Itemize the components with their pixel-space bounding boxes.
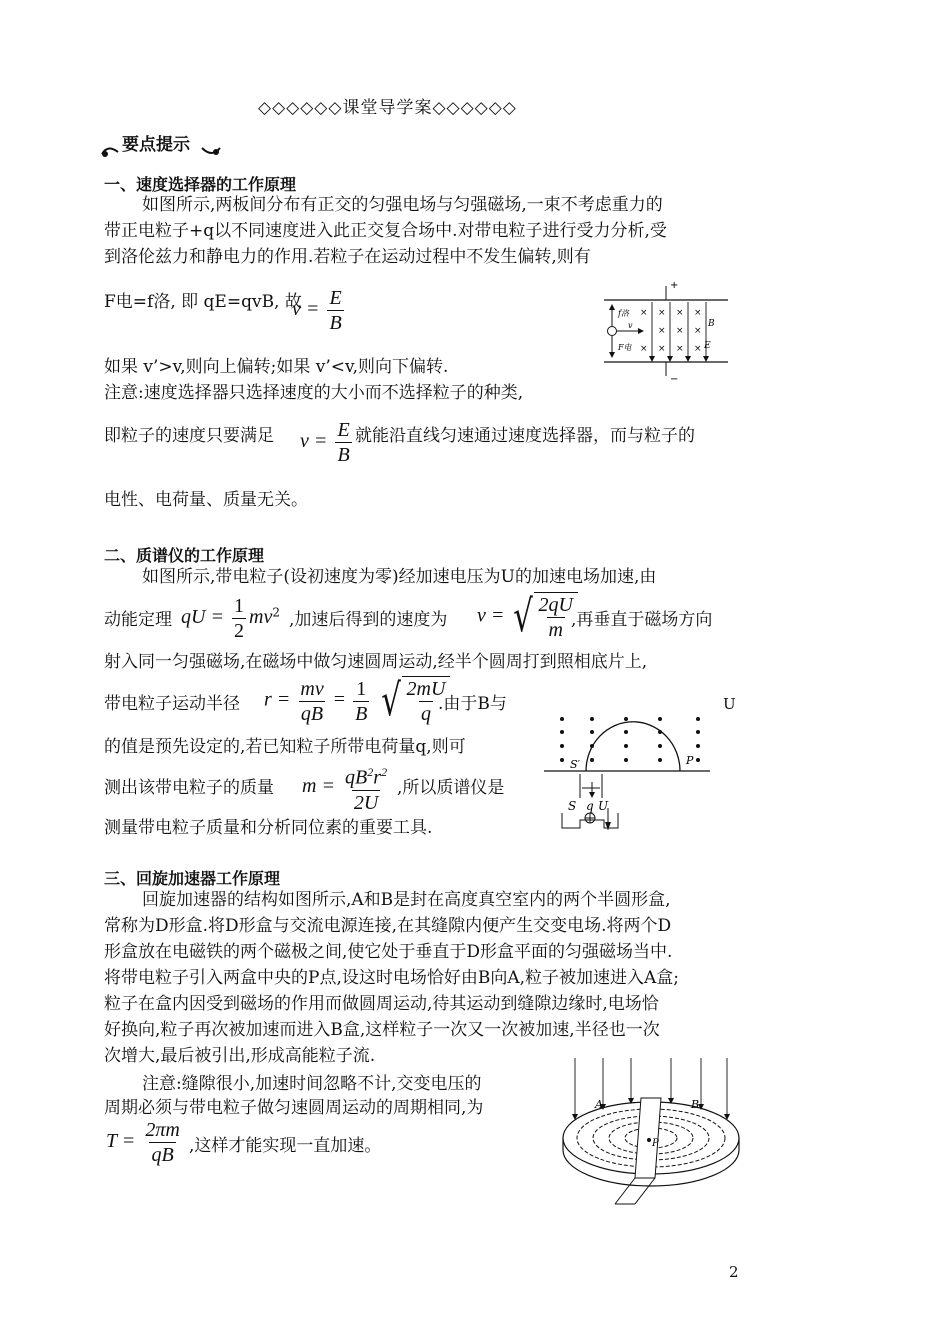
section3-line5: 粒子在盒内因受到磁场的作用而做圆周运动,待其运动到缝隙边缘时,电场恰 [104,994,659,1014]
section2-line6b: ,所以质谱仪是 [397,778,505,798]
section2-line1: 如图所示,带电粒子(设初速度为零)经加速电压为U的加速电场加速,由 [142,567,657,587]
frac-num-2qU: 2qU [538,594,573,616]
section1-para-line1: 如图所示,两板间分布有正交的匀强电场与匀强磁场,一束不考虑重力的 [142,195,663,215]
section1-heading: 一、速度选择器的工作原理 [104,175,297,194]
svg-text:×: × [676,326,684,336]
formula-v2: v = [477,604,505,627]
tips-label-wrap [100,128,230,158]
diagram3-P: P [652,1138,659,1149]
diagram2-P: P [686,754,694,767]
num-sup-b: 2 [381,765,388,779]
svg-text:×: × [658,326,666,336]
svg-text:×: × [694,344,702,354]
formula-fraction-2pim-qB [143,1118,181,1167]
section1-cond-a: 即粒子的速度只要满足 [104,426,274,446]
section2-heading: 二、质谱仪的工作原理 [104,546,265,565]
diagram1-f-dian: F电 [618,343,632,352]
section1-cond-b: 就能沿直线匀速通过速度选择器，而与粒子的 [355,426,695,446]
section3-line2: 常称为D形盒.将D形盒与交流电源连接,在其缝隙内便产生交变电场.将两个D [104,916,672,936]
svg-text:×: × [694,326,702,336]
section2-line2c: ,再垂直于磁场方向 [571,610,713,630]
frac-den-qB: qB [300,702,324,725]
formula-velocity-sqrt [477,592,578,642]
frac-num-2mU: 2mU [406,678,446,700]
frac-den-q: q [420,703,431,725]
frac-den-B-2: B [337,444,350,466]
diagram2-U: U [598,799,609,813]
formula-fraction-mv-qB [298,677,325,726]
tips-label: 要点提示 [122,135,190,155]
diagram1-plus: + [670,280,679,291]
svg-text:×: × [694,308,702,318]
sqrt-symbol-icon-2: √ [381,675,402,726]
mass-spectrometer-diagram [542,710,712,835]
formula-sqrt [509,592,578,642]
svg-text:×: × [658,308,666,318]
section3-note3: ,这样才能实现一直加速。 [189,1136,382,1156]
section2-line7: 测量带电粒子质量和分析同位素的重要工具. [104,818,433,838]
formula-m: m = [302,774,335,797]
svg-text:×: × [640,344,648,354]
formula-qU: qU = [181,606,224,628]
section3-heading: 三、回旋加速器工作原理 [104,869,281,888]
frac-num-E: E [329,287,342,309]
formula-fraction-qB2r2-2U [343,760,389,815]
frac-den-B: B [329,312,342,334]
section2-stray-U: U [723,695,736,713]
diagram1-f-luo: f洛 [618,309,629,318]
section1-force-eq [104,290,302,314]
frac-den-B-3: B [355,702,368,725]
diagram1-v: v [628,321,633,330]
num-sup-a: 2 [367,765,374,779]
section2-line6a: 测出该带电粒子的质量 [104,778,274,798]
formula-equals: = [333,688,346,711]
formula-v-label: v = [292,298,320,320]
frac-num-mv: mv [300,677,324,700]
formula-v-eq-2 [300,418,355,467]
formula-period [106,1118,185,1167]
frac-den-m: m [548,619,563,641]
cyclotron-diagram [555,1058,745,1208]
section1-para-line3: 到洛伦兹力和静电力的作用.若粒子在运动过程中不发生偏转,则有 [104,247,591,267]
svg-text:×: × [676,344,684,354]
diagram1-B: B [708,319,715,329]
page-header-title: ◇◇◇◇◇◇课堂导学案◇◇◇◇◇◇ [258,98,517,118]
svg-text:×: × [640,308,648,318]
page-number: 2 [729,1263,739,1281]
formula-fraction-2qU-m [537,593,575,642]
frac-den-2: 2 [234,620,245,642]
num-qB: qB [345,766,368,789]
svg-text:×: × [658,344,666,354]
section1-note: 注意:速度选择器只选择速度的大小而不选择粒子的种类, [104,383,524,403]
section3-line6: 好换向,粒子再次被加速而进入B盒,这样粒子一次又一次被加速,半径也一次 [104,1020,660,1040]
formula-v-label-2: v = [300,430,328,452]
section3-note1: 注意:缝隙很小,加速时间忽略不计,交变电压的 [142,1074,482,1094]
formula-radius [264,676,450,726]
formula-mv: mv [249,606,273,628]
section1-tail: 电性、电荷量、质量无关。 [104,490,308,510]
force-eq-text: F电=f洛, 即 qE=qvB, 故 [104,292,302,312]
formula-sup-2: 2 [272,605,281,620]
frac-num-2pim: 2πm [145,1119,180,1141]
diagram3-A: A [595,1098,603,1111]
formula-kinetic-energy [181,594,280,643]
section2-line3: 射入同一匀强磁场,在磁场中做匀速圆周运动,经半个圆周打到照相底片上, [104,652,648,672]
num-r: r [373,766,382,789]
formula-fraction-E-B [327,286,343,335]
section3-line7: 次增大,最后被引出,形成高能粒子流. [104,1046,376,1066]
sqrt-symbol-icon: √ [513,591,534,642]
frac-num-E-2: E [337,419,350,441]
frac-den-qB-2: qB [151,1144,174,1166]
section3-line4: 将带电粒子引入两盒中央的P点,设这时电场恰好由B向A,粒子被加速进入A盒; [104,968,680,988]
frac-num-one: 1 [356,677,367,700]
formula-fraction-half [232,594,246,643]
formula-fraction-1-B [353,677,369,726]
section2-line2a: 动能定理 [104,610,172,630]
diagram2-S-prime: S′ [570,758,581,771]
formula-fraction-E-B-2 [335,418,351,467]
diagram1-minus: − [670,374,679,385]
flourish-right-icon [200,144,224,164]
formula-T: T = [106,1130,136,1152]
diagram3-B: B [691,1098,700,1111]
frac-num-qB2r2 [343,760,389,790]
section2-line4b: .由于B与 [438,694,507,714]
diagram2-S: S [568,799,577,813]
section3-line1: 回旋加速器的结构如图所示,A和B是封在高度真空室内的两个半圆形盒, [142,890,671,910]
section3-line3: 形盒放在电磁铁的两个磁极之间,使它处于垂直于D形盒平面的匀强磁场当中. [104,942,673,962]
frac-num-1: 1 [234,595,245,617]
formula-r: r = [264,688,291,711]
diagram1-E: E [704,341,711,351]
section1-deflect: 如果 v’>v,则向上偏转;如果 v’<v,则向下偏转. [104,357,449,377]
formula-v-eq-1 [292,286,347,335]
velocity-selector-diagram [600,278,730,388]
diagram2-q: q [586,799,594,813]
section3-note2: 周期必须与带电粒子做匀速圆周运动的周期相同,为 [104,1098,484,1118]
section2-line5: 的值是预先设定的,若已知粒子所带电荷量q,则可 [104,737,466,757]
frac-den-2U: 2U [353,791,379,814]
section2-line4a: 带电粒子运动半径 [104,694,240,714]
section2-line2b: ,加速后得到的速度为 [289,610,448,630]
flourish-left-icon [100,138,122,158]
formula-mass [302,760,392,815]
section1-para-line2: 带正电粒子+q以不同速度进入此正交复合场中.对带电粒子进行受力分析,受 [104,221,667,241]
svg-text:×: × [676,308,684,318]
